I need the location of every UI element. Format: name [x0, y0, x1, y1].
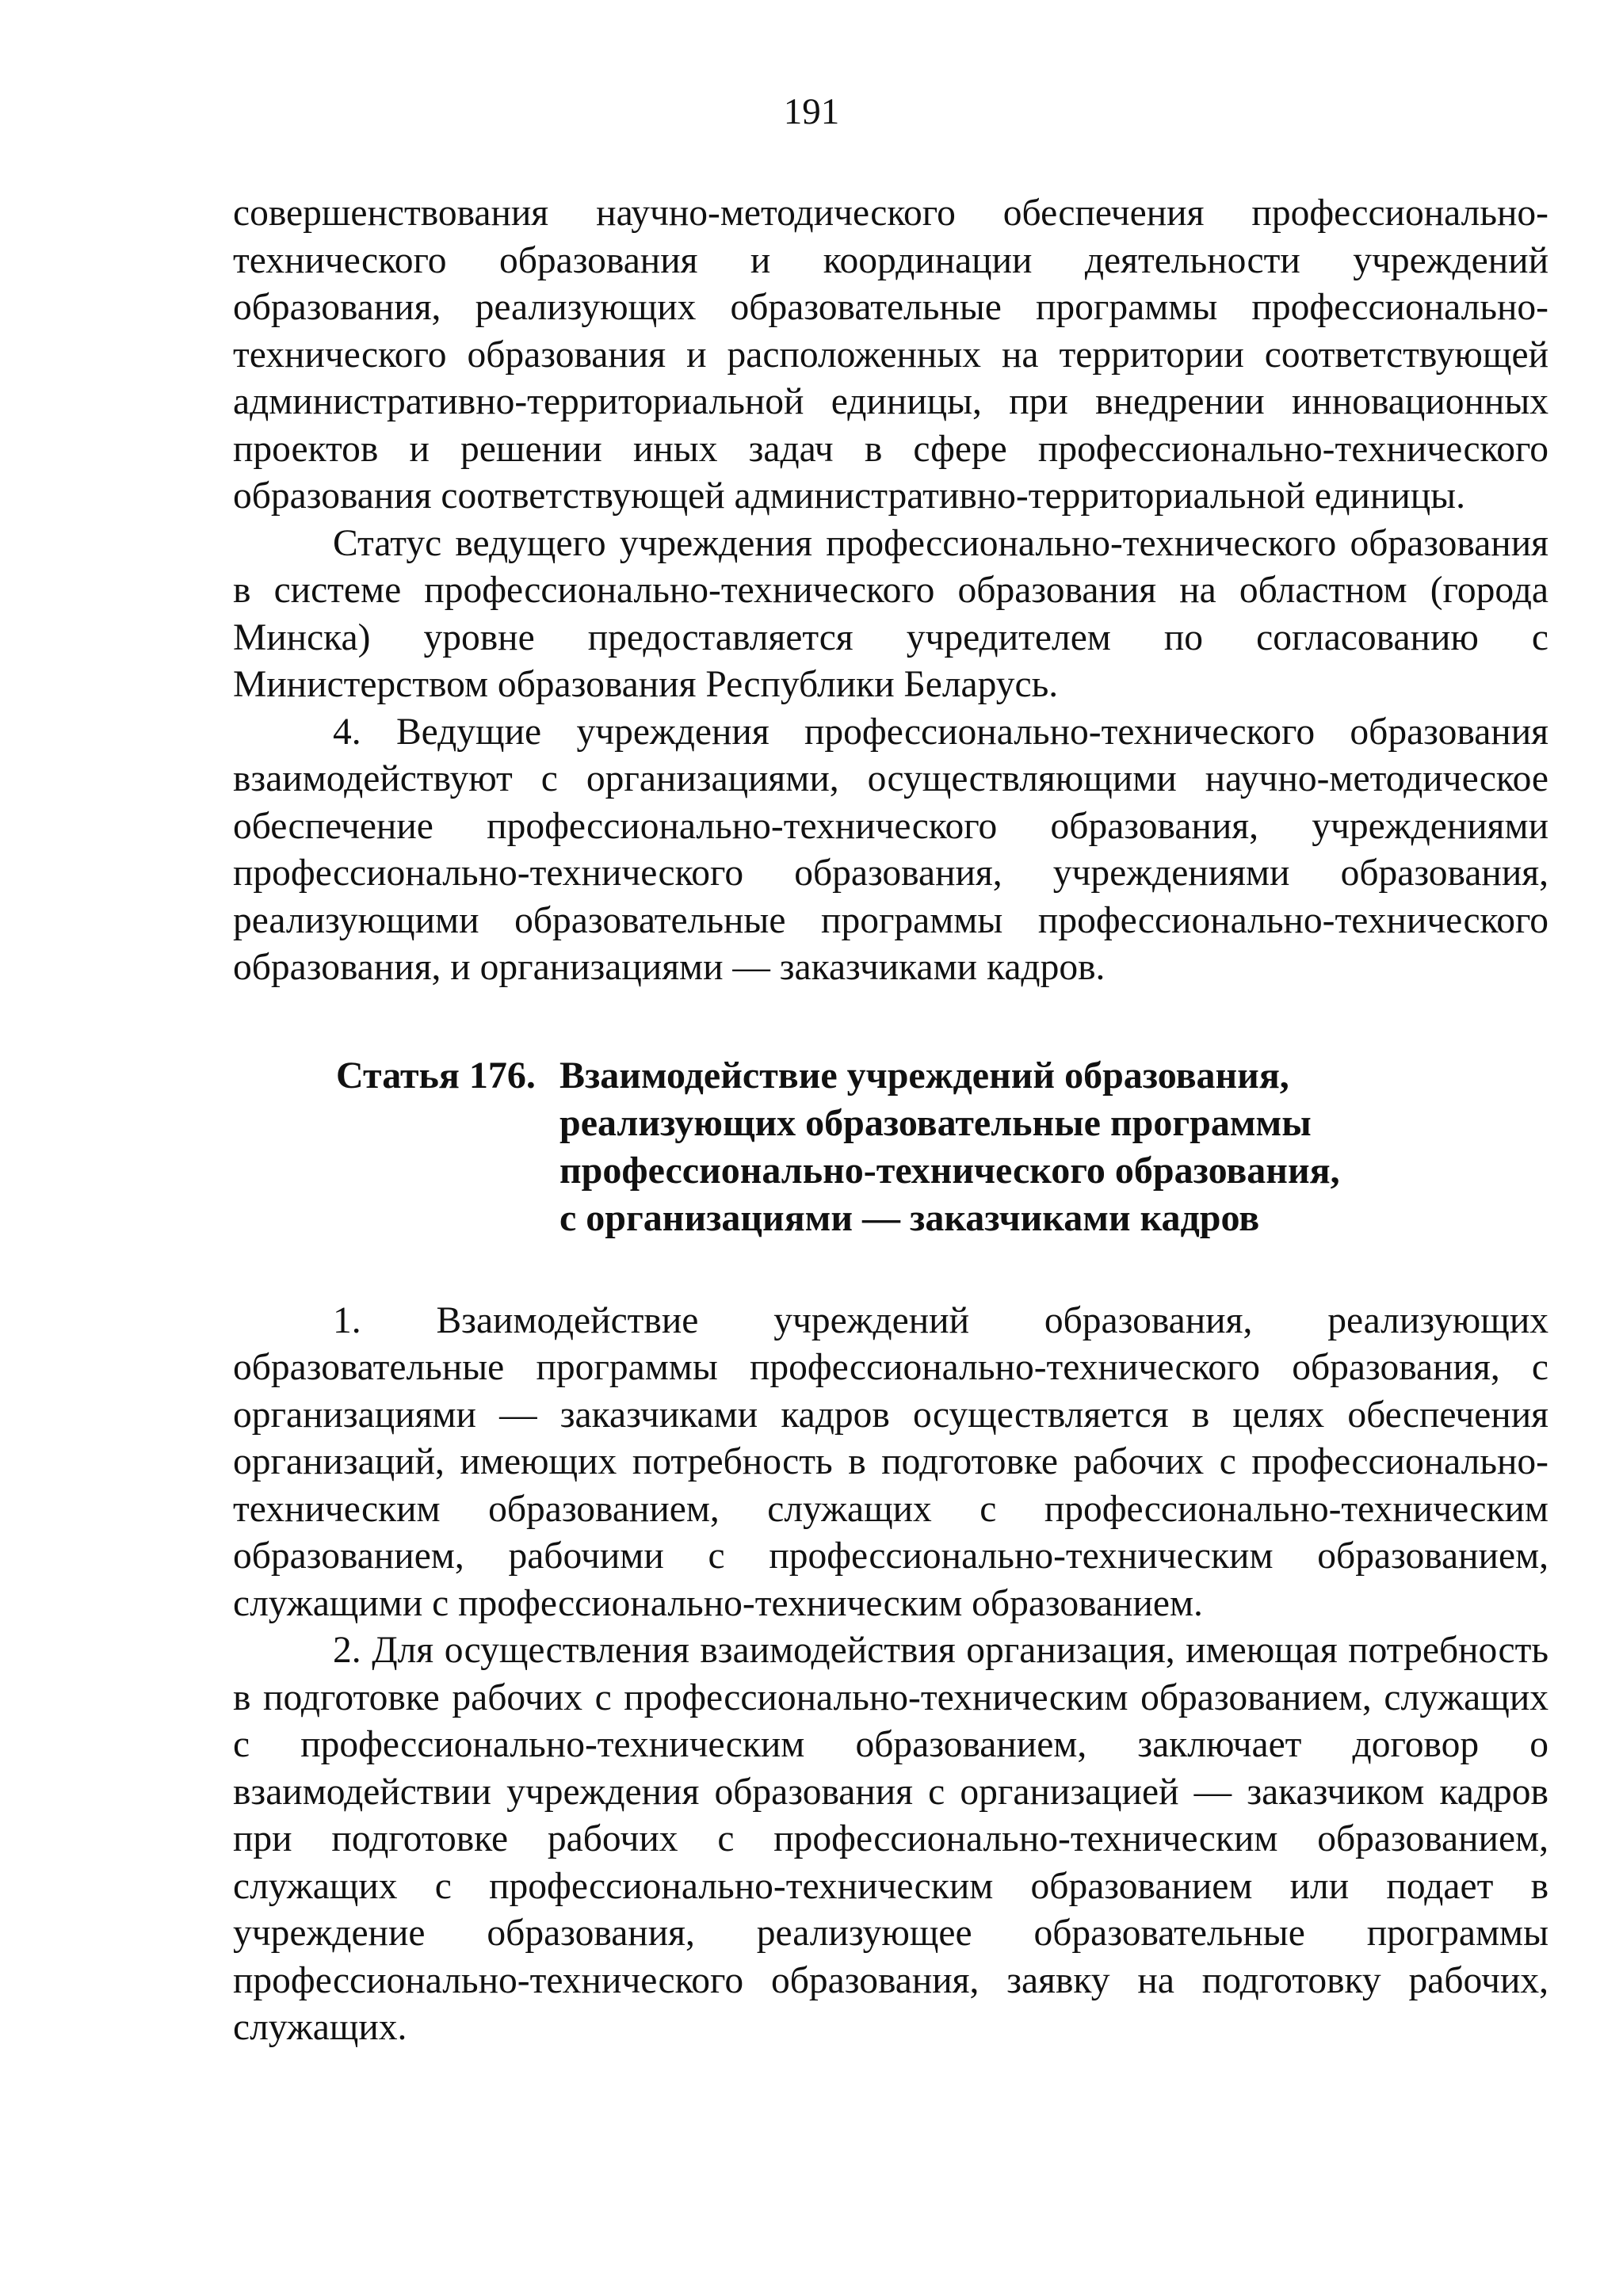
- article-title-line: реализующих образовательные программы: [559, 1101, 1312, 1144]
- paragraph: Статус ведущего учреждения профессионально-технического образования в системе профессионально-технического образования на областном (города Минска) уровне предоставляется учредителем по согласованию с Министерством образования Республики Беларусь.: [233, 522, 1549, 705]
- article-heading: [336, 1052, 1549, 1242]
- article-number: Статья 176.: [336, 1054, 536, 1097]
- article-title-line: Взаимодействие учреждений образования,: [559, 1054, 1289, 1097]
- article-title: [559, 1052, 1340, 1242]
- paragraph: 1. Взаимодействие учреждений образования, реализующих образовательные программы профессионально-технического образования, с организациями — заказчиками кадров осуществляется в целях обеспечения организаций, имеющих потребность в подготовке рабочих с профессионально-техническим образованием, служащих с профессионально-техническим образованием, рабочими с профессионально-техническим образованием, служащими с профессионально-техническим образованием.: [233, 1299, 1549, 1624]
- article-title-line: с организациями — заказчиками кадров: [559, 1196, 1260, 1239]
- paragraph: 4. Ведущие учреждения профессионально-технического образования взаимодействуют с организациями, осуществляющими научно-методическое обеспечение профессионально-технического образования, учреждениями профессионально-технического образования, учреждениями образования, реализующими образовательные программы профессионально-технического образования, и организациями — заказчиками кадров.: [233, 711, 1549, 988]
- page-number: 191: [783, 91, 840, 132]
- paragraph: 2. Для осуществления взаимодействия организация, имеющая потребность в подготовке рабочих с профессионально-техническим образованием, служащих с профессионально-техническим образованием, заключает договор о взаимодействии учреждения образования с организацией — заказчиком кадров при подготовке рабочих с профессионально-техническим образованием, служащих с профессионально-техническим образованием или подает в учреждение образования, реализующее образовательные программы профессионально-технического образования, заявку на подготовку рабочих, служащих.: [233, 1630, 1549, 2048]
- paragraph: совершенствования научно-методического обеспечения профессионально-технического образования и координации деятельности учреждений образования, реализующих образовательные программы профессионально-технического образования и расположенных на территории соответствующей административно-территориальной единицы, при внедрении инновационных проектов и решении иных задач в сфере профессионально-технического образования соответствующей административно-территориальной единицы.: [233, 193, 1549, 517]
- article-title-line: профессионально-технического образования,: [559, 1149, 1340, 1192]
- document-body: [233, 190, 1549, 2052]
